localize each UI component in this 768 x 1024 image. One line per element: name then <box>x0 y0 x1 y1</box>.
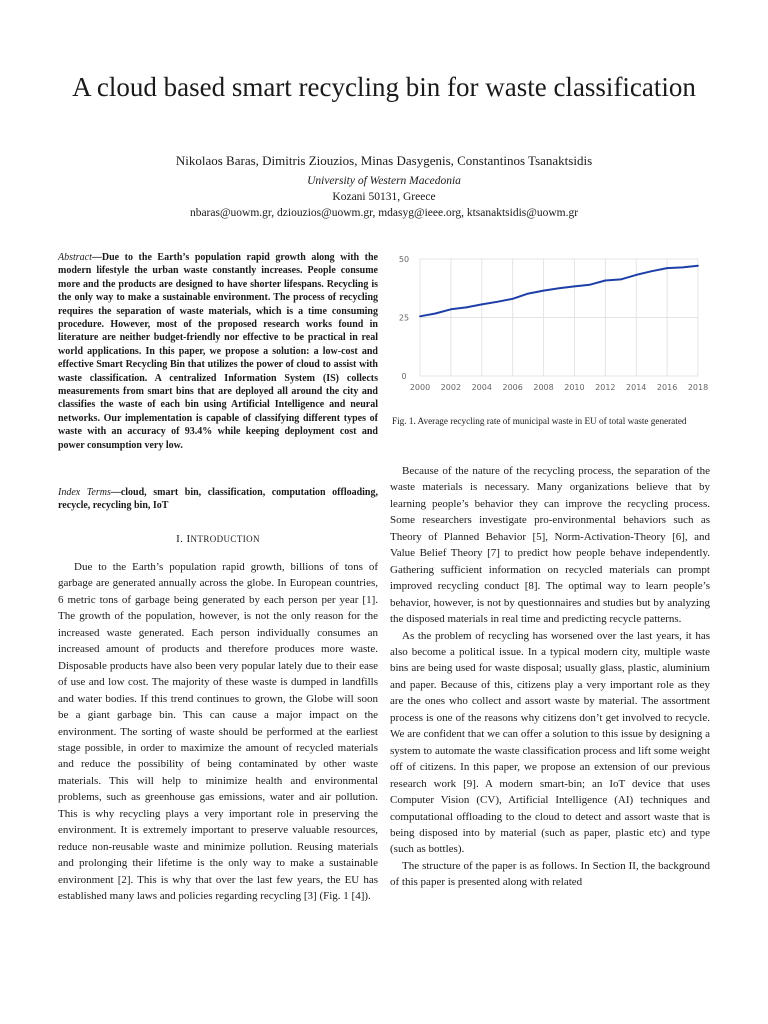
paragraph: The structure of the paper is as follows. In Section II, the background of this paper is presented along with related <box>390 859 710 889</box>
data-point <box>589 284 591 286</box>
y-tick-label: 25 <box>398 313 410 323</box>
data-point <box>666 267 668 269</box>
x-tick-label: 2016 <box>656 383 678 392</box>
data-point <box>604 280 606 282</box>
data-point <box>496 301 498 303</box>
chart-grid <box>420 259 698 376</box>
x-tick-label: 2010 <box>564 383 585 392</box>
abstract <box>58 251 378 452</box>
right-column-body <box>390 463 710 891</box>
data-point <box>465 307 467 309</box>
data-point <box>682 267 684 269</box>
section-number: I. I <box>176 533 191 545</box>
index-terms-lead: Index Terms <box>58 487 111 498</box>
data-point <box>558 287 560 289</box>
data-point <box>481 303 483 305</box>
x-tick-label: 2004 <box>471 383 492 392</box>
introduction-body <box>58 559 378 905</box>
x-tick-label: 2008 <box>533 383 554 392</box>
affiliation-block <box>40 173 728 221</box>
x-tick-label: 2002 <box>440 383 462 392</box>
data-point <box>527 293 529 295</box>
data-point <box>543 290 545 292</box>
abstract-text: —Due to the Earth’s population rapid growth along with the modern lifestyle the urban waste constantly increases. People consume more and the products are designed to have shorter lifespans. Recycling is the only way to make a sustainable environment. The process of recycling requires the separation of waste materials, which is a time consuming procedure. However, most of the proposed research works found in literature are neither budget-friendly nor effective to be practical in real world applications. In this paper, we propose a solution: a low-cost and effective Smart Recycling Bin that utilizes the power of cloud to assist with waste classification. A centralized Information System (IS) collects measurements from smart bins that are deployed all around the city and classifies the waste of each bin using Artificial Intelligence and neural networks. Our implementation is capable of classifying different types of waste with an accuracy of 93.4% while keeping deployment cost and power consumption very low. <box>58 252 378 451</box>
author-list: Nikolaos Baras, Dimitris Ziouzios, Minas Dasygenis, Constantinos Tsanaktsidis <box>175 153 593 168</box>
data-point <box>419 315 421 317</box>
paper-title: A cloud based smart recycling bin for waste classification <box>72 72 696 102</box>
y-tick-label: 50 <box>398 255 410 264</box>
section-title: NTRODUCTION <box>190 534 260 544</box>
paragraph: Due to the Earth’s population rapid growth, billions of tons of garbage are generated annually across the globe. In European countries, 6 metric tons of garbage being generated by each person per year [1]. The growth of the population, however, is not the only reason for the increased waste generated. Each person individually consumes an increased amount of products and therefore produces more waste. Disposable products have also been very popular lately due to their ease of use and low cost. The majority of these waste is dumped in landfills and water bodies. If this trend continues to grown, the Globe will soon be a giant garbage bin. This can cause a major impact on the environment. The sorting of waste should be performed at the earliest stage possible, in order to maximize the amount of recycled materials and reduce the possibility of being contaminated by other waste materials. This will help to minimize health and environmental problems, such as greenhouse gas emissions, water and air pollution. This is why recycling plays a very important role in preserving the environment. It is extremely important to preserve valuable resources, reduce non-reusable waste and minimize pollution. Reusing materials and prolonging their lifetime is the only way to make a sustainable environment [2]. This is why that over the last few years, the EU has established many laws and policies regarding recycling [3] (Fig. 1 [4]). <box>58 561 378 903</box>
section-heading-introduction <box>58 533 378 545</box>
x-tick-label: 2000 <box>409 383 431 392</box>
x-tick-label: 2014 <box>626 383 647 392</box>
y-tick-label: 0 <box>401 372 407 381</box>
chart-axes <box>399 255 708 392</box>
author-emails: nbaras@uowm.gr, dziouzios@uowm.gr, mdasyg@ieee.org, ktsanaktsidis@uowm.gr <box>189 207 579 219</box>
x-tick-label: 2018 <box>687 383 709 392</box>
paragraph: As the problem of recycling has worsened over the last years, it has also become a political issue. In a typical modern city, multiple waste bins are being used for waste disposal; usually glass, plastic, aluminium and paper. Because of this, citizens play a very important role as they are the ones who collect and assort waste by material. The assortment process is one of the reasons why citizens don’t get involved to recycle. We are confident that we can offer a solution to this issue by designing a system to automate the waste classification process and lift some weight off of citizens. In this paper, we propose an extension of our previous research work [9]. A modern smart-bin; an IoT device that uses Computer Vision (CV), Artificial Intelligence (AI) techniques and computational offloading to the cloud to detect and assort waste that is being disposed into by material (such as paper, plastic etc) and type (such as bottles). <box>390 629 710 856</box>
data-point <box>651 270 653 272</box>
index-terms <box>58 486 378 513</box>
data-point <box>697 265 699 267</box>
data-point <box>512 298 514 300</box>
paragraph: Because of the nature of the recycling process, the separation of the waste materials is necessary. Many organizations believe that by learning people’s behavior they can improve the recycling process. Some researchers investigate pro-environmental behaviors such as Theory of Planned Behavior [5], Norm-Activation-Theory [6], and Value Belief Theory [7] to predict how people behave independently. Gathering sufficient information on recycled materials can prompt improved recycling conduct [8]. The optimal way to learn people’s behavior, however, is not by questionnaires and studies but by analyzing the disposed materials in real time and predicting recycle patterns. <box>390 465 710 626</box>
data-point <box>574 285 576 287</box>
x-tick-label: 2006 <box>502 383 523 392</box>
figure-caption: Fig. 1. Average recycling rate of municipal waste in EU of total waste generated <box>392 416 687 426</box>
chart-series <box>419 265 699 317</box>
data-point <box>435 313 437 315</box>
index-terms-text: —cloud, smart bin, classification, computation offloading, recycle, recycling bin, IoT <box>58 487 378 512</box>
data-point <box>620 278 622 280</box>
recycling-rate-chart <box>390 250 720 400</box>
data-point <box>635 274 637 276</box>
location: Kozani 50131, Greece <box>332 191 436 203</box>
institution: University of Western Macedonia <box>307 175 461 187</box>
data-point <box>450 308 452 310</box>
x-tick-label: 2012 <box>595 383 616 392</box>
abstract-lead: Abstract <box>58 252 92 263</box>
series-line <box>420 266 698 317</box>
